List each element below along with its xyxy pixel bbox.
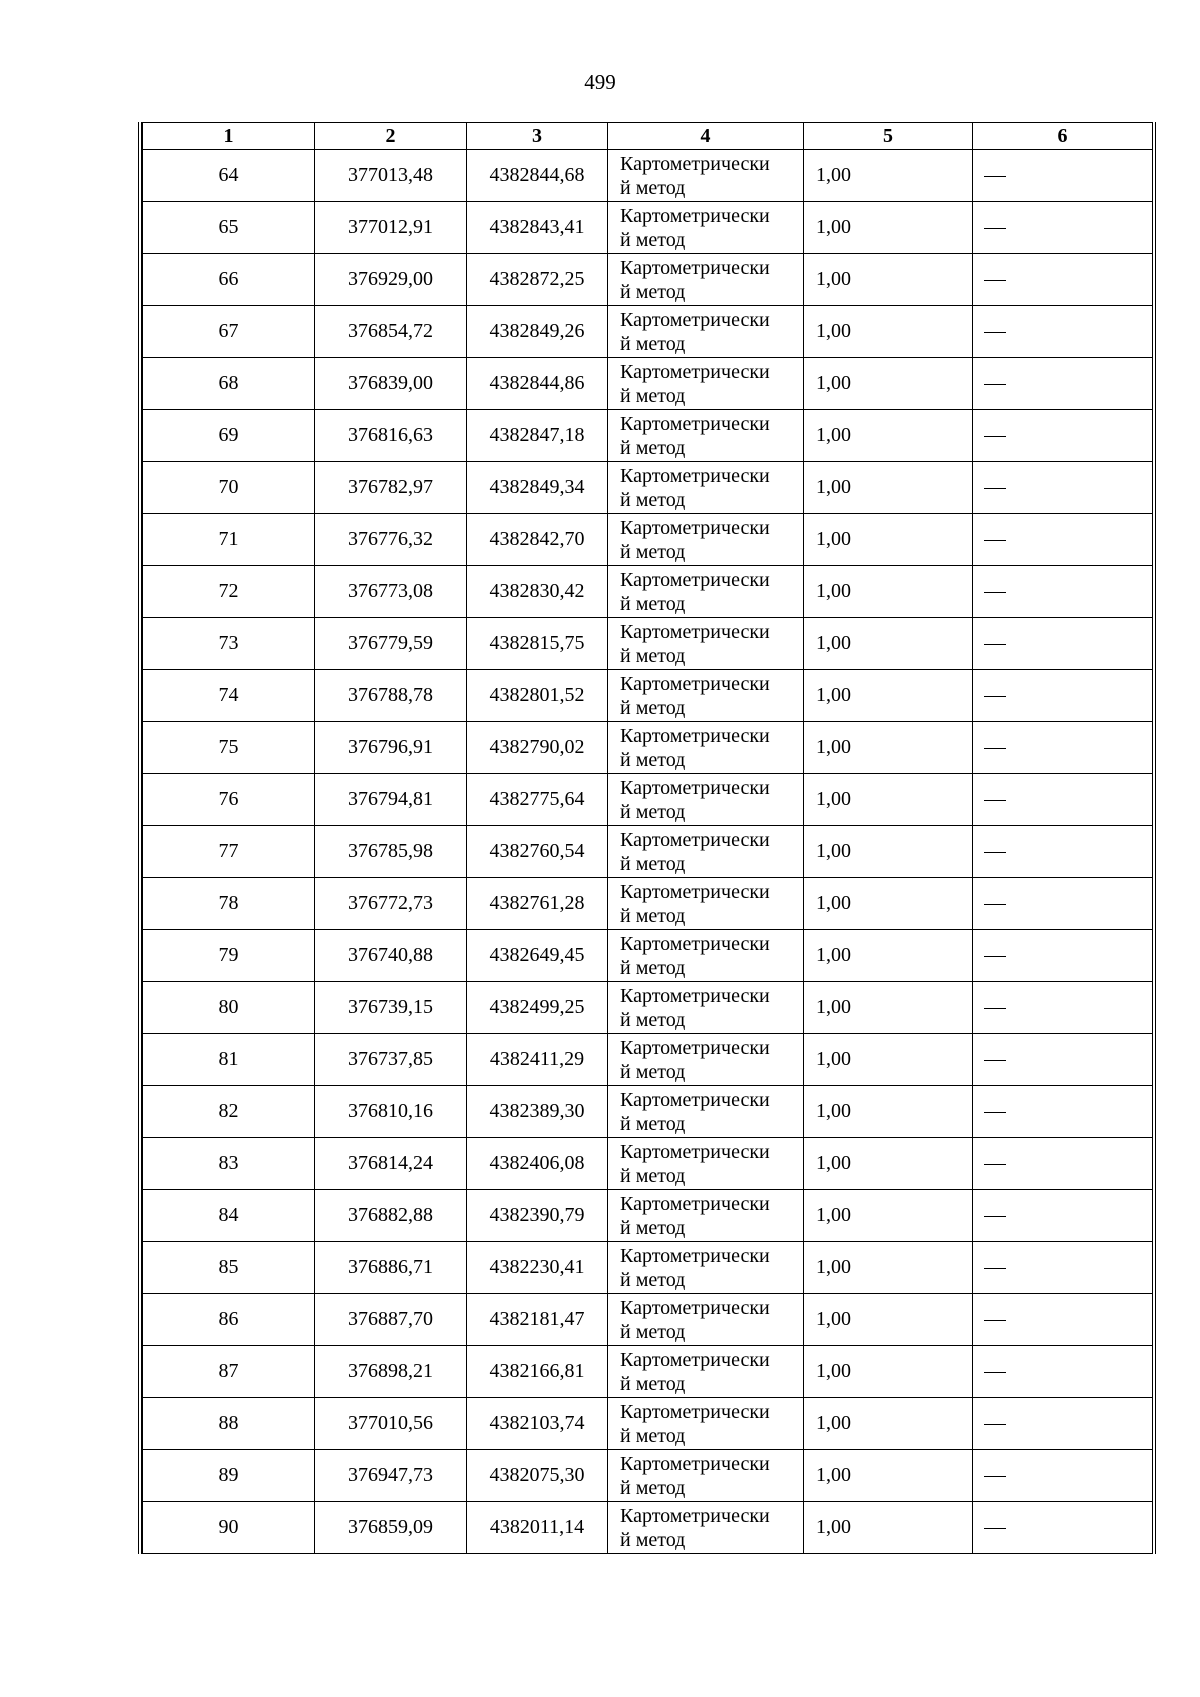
dash-mark bbox=[984, 1424, 1006, 1425]
accuracy-cell: 1,00 bbox=[804, 1294, 973, 1346]
dash-mark bbox=[984, 1216, 1006, 1217]
y-coordinate-cell: 4382761,28 bbox=[467, 878, 608, 930]
method-text-line-1: Картометрически bbox=[620, 1296, 770, 1319]
note-cell bbox=[973, 774, 1153, 826]
y-coordinate-cell: 4382230,41 bbox=[467, 1242, 608, 1294]
point-number-cell: 90 bbox=[143, 1502, 315, 1554]
accuracy-cell: 1,00 bbox=[804, 514, 973, 566]
table-row bbox=[143, 774, 1153, 826]
table-row bbox=[143, 1190, 1153, 1242]
dash-mark bbox=[984, 592, 1006, 593]
method-text-line-2: й метод bbox=[620, 436, 686, 459]
dash-mark bbox=[984, 228, 1006, 229]
table-row bbox=[143, 514, 1153, 566]
accuracy-cell: 1,00 bbox=[804, 566, 973, 618]
accuracy-cell: 1,00 bbox=[804, 826, 973, 878]
dash-mark bbox=[984, 1268, 1006, 1269]
dash-mark bbox=[984, 696, 1006, 697]
y-coordinate-cell: 4382815,75 bbox=[467, 618, 608, 670]
x-coordinate-cell: 376929,00 bbox=[315, 254, 467, 306]
point-number-cell: 83 bbox=[143, 1138, 315, 1190]
method-text-line-2: й метод bbox=[620, 800, 686, 823]
dash-mark bbox=[984, 956, 1006, 957]
table-row bbox=[143, 1346, 1153, 1398]
method-cell bbox=[608, 618, 804, 670]
method-text-line-1: Картометрически bbox=[620, 1452, 770, 1475]
accuracy-cell: 1,00 bbox=[804, 618, 973, 670]
method-text-line-1: Картометрически bbox=[620, 152, 770, 175]
note-cell bbox=[973, 930, 1153, 982]
accuracy-cell: 1,00 bbox=[804, 358, 973, 410]
note-cell bbox=[973, 202, 1153, 254]
table-row bbox=[143, 306, 1153, 358]
note-cell bbox=[973, 722, 1153, 774]
accuracy-cell: 1,00 bbox=[804, 1190, 973, 1242]
table-row bbox=[143, 722, 1153, 774]
note-cell bbox=[973, 1034, 1153, 1086]
y-coordinate-cell: 4382801,52 bbox=[467, 670, 608, 722]
note-cell bbox=[973, 1086, 1153, 1138]
table-row bbox=[143, 878, 1153, 930]
y-coordinate-cell: 4382830,42 bbox=[467, 566, 608, 618]
table-row bbox=[143, 826, 1153, 878]
y-coordinate-cell: 4382075,30 bbox=[467, 1450, 608, 1502]
method-text-line-1: Картометрически bbox=[620, 412, 770, 435]
point-number-cell: 75 bbox=[143, 722, 315, 774]
point-number-cell: 66 bbox=[143, 254, 315, 306]
x-coordinate-cell: 376737,85 bbox=[315, 1034, 467, 1086]
dash-mark bbox=[984, 800, 1006, 801]
column-header-5: 5 bbox=[804, 123, 973, 150]
x-coordinate-cell: 376882,88 bbox=[315, 1190, 467, 1242]
point-number-cell: 71 bbox=[143, 514, 315, 566]
y-coordinate-cell: 4382499,25 bbox=[467, 982, 608, 1034]
point-number-cell: 87 bbox=[143, 1346, 315, 1398]
note-cell bbox=[973, 1242, 1153, 1294]
point-number-cell: 74 bbox=[143, 670, 315, 722]
x-coordinate-cell: 376773,08 bbox=[315, 566, 467, 618]
point-number-cell: 86 bbox=[143, 1294, 315, 1346]
method-text-line-1: Картометрически bbox=[620, 568, 770, 591]
point-number-cell: 80 bbox=[143, 982, 315, 1034]
table-row bbox=[143, 670, 1153, 722]
method-text-line-1: Картометрически bbox=[620, 724, 770, 747]
y-coordinate-cell: 4382842,70 bbox=[467, 514, 608, 566]
method-text-line-2: й метод bbox=[620, 332, 686, 355]
y-coordinate-cell: 4382775,64 bbox=[467, 774, 608, 826]
dash-mark bbox=[984, 436, 1006, 437]
method-text-line-1: Картометрически bbox=[620, 880, 770, 903]
x-coordinate-cell: 376740,88 bbox=[315, 930, 467, 982]
dash-mark bbox=[984, 280, 1006, 281]
y-coordinate-cell: 4382411,29 bbox=[467, 1034, 608, 1086]
accuracy-cell: 1,00 bbox=[804, 930, 973, 982]
y-coordinate-cell: 4382390,79 bbox=[467, 1190, 608, 1242]
table-row bbox=[143, 1502, 1153, 1554]
note-cell bbox=[973, 566, 1153, 618]
method-text-line-2: й метод bbox=[620, 1216, 686, 1239]
method-text-line-2: й метод bbox=[620, 384, 686, 407]
y-coordinate-cell: 4382843,41 bbox=[467, 202, 608, 254]
table-header-row bbox=[143, 123, 1153, 150]
table-row bbox=[143, 1034, 1153, 1086]
y-coordinate-cell: 4382872,25 bbox=[467, 254, 608, 306]
point-number-cell: 64 bbox=[143, 150, 315, 202]
dash-mark bbox=[984, 1008, 1006, 1009]
table-row bbox=[143, 982, 1153, 1034]
y-coordinate-cell: 4382849,26 bbox=[467, 306, 608, 358]
accuracy-cell: 1,00 bbox=[804, 1450, 973, 1502]
dash-mark bbox=[984, 1320, 1006, 1321]
note-cell bbox=[973, 150, 1153, 202]
y-coordinate-cell: 4382166,81 bbox=[467, 1346, 608, 1398]
y-coordinate-cell: 4382389,30 bbox=[467, 1086, 608, 1138]
accuracy-cell: 1,00 bbox=[804, 306, 973, 358]
method-text-line-1: Картометрически bbox=[620, 1036, 770, 1059]
method-cell bbox=[608, 722, 804, 774]
method-text-line-2: й метод bbox=[620, 644, 686, 667]
method-cell bbox=[608, 774, 804, 826]
table-row bbox=[143, 202, 1153, 254]
x-coordinate-cell: 376776,32 bbox=[315, 514, 467, 566]
point-number-cell: 67 bbox=[143, 306, 315, 358]
x-coordinate-cell: 377013,48 bbox=[315, 150, 467, 202]
method-text-line-1: Картометрически bbox=[620, 1348, 770, 1371]
method-cell bbox=[608, 1034, 804, 1086]
dash-mark bbox=[984, 540, 1006, 541]
point-number-cell: 70 bbox=[143, 462, 315, 514]
accuracy-cell: 1,00 bbox=[804, 1346, 973, 1398]
method-cell bbox=[608, 1398, 804, 1450]
method-cell bbox=[608, 1242, 804, 1294]
accuracy-cell: 1,00 bbox=[804, 462, 973, 514]
note-cell bbox=[973, 410, 1153, 462]
dash-mark bbox=[984, 748, 1006, 749]
x-coordinate-cell: 376772,73 bbox=[315, 878, 467, 930]
method-text-line-2: й метод bbox=[620, 1268, 686, 1291]
column-header-4: 4 bbox=[608, 123, 804, 150]
y-coordinate-cell: 4382649,45 bbox=[467, 930, 608, 982]
method-cell bbox=[608, 306, 804, 358]
dash-mark bbox=[984, 176, 1006, 177]
point-number-cell: 79 bbox=[143, 930, 315, 982]
note-cell bbox=[973, 670, 1153, 722]
accuracy-cell: 1,00 bbox=[804, 1034, 973, 1086]
method-text-line-1: Картометрически bbox=[620, 360, 770, 383]
method-text-line-2: й метод bbox=[620, 488, 686, 511]
method-cell bbox=[608, 202, 804, 254]
method-text-line-1: Картометрически bbox=[620, 1088, 770, 1111]
note-cell bbox=[973, 1398, 1153, 1450]
method-text-line-1: Картометрически bbox=[620, 1140, 770, 1163]
table-row bbox=[143, 254, 1153, 306]
x-coordinate-cell: 376859,09 bbox=[315, 1502, 467, 1554]
x-coordinate-cell: 376839,00 bbox=[315, 358, 467, 410]
coordinates-table bbox=[142, 122, 1153, 1554]
point-number-cell: 73 bbox=[143, 618, 315, 670]
point-number-cell: 69 bbox=[143, 410, 315, 462]
method-text-line-1: Картометрически bbox=[620, 1504, 770, 1527]
point-number-cell: 89 bbox=[143, 1450, 315, 1502]
point-number-cell: 68 bbox=[143, 358, 315, 410]
y-coordinate-cell: 4382406,08 bbox=[467, 1138, 608, 1190]
x-coordinate-cell: 376810,16 bbox=[315, 1086, 467, 1138]
note-cell bbox=[973, 1502, 1153, 1554]
dash-mark bbox=[984, 1476, 1006, 1477]
method-text-line-2: й метод bbox=[620, 1372, 686, 1395]
dash-mark bbox=[984, 384, 1006, 385]
y-coordinate-cell: 4382181,47 bbox=[467, 1294, 608, 1346]
x-coordinate-cell: 376785,98 bbox=[315, 826, 467, 878]
table-row bbox=[143, 1450, 1153, 1502]
method-text-line-1: Картометрически bbox=[620, 828, 770, 851]
method-cell bbox=[608, 1086, 804, 1138]
note-cell bbox=[973, 618, 1153, 670]
x-coordinate-cell: 376854,72 bbox=[315, 306, 467, 358]
point-number-cell: 85 bbox=[143, 1242, 315, 1294]
y-coordinate-cell: 4382844,68 bbox=[467, 150, 608, 202]
y-coordinate-cell: 4382847,18 bbox=[467, 410, 608, 462]
note-cell bbox=[973, 306, 1153, 358]
point-number-cell: 84 bbox=[143, 1190, 315, 1242]
table-row bbox=[143, 410, 1153, 462]
point-number-cell: 77 bbox=[143, 826, 315, 878]
method-text-line-2: й метод bbox=[620, 1320, 686, 1343]
x-coordinate-cell: 377010,56 bbox=[315, 1398, 467, 1450]
table-row bbox=[143, 462, 1153, 514]
method-cell bbox=[608, 566, 804, 618]
accuracy-cell: 1,00 bbox=[804, 1398, 973, 1450]
accuracy-cell: 1,00 bbox=[804, 670, 973, 722]
accuracy-cell: 1,00 bbox=[804, 202, 973, 254]
point-number-cell: 76 bbox=[143, 774, 315, 826]
method-cell bbox=[608, 462, 804, 514]
accuracy-cell: 1,00 bbox=[804, 722, 973, 774]
method-text-line-2: й метод bbox=[620, 280, 686, 303]
column-header-6: 6 bbox=[973, 123, 1153, 150]
method-text-line-1: Картометрически bbox=[620, 776, 770, 799]
accuracy-cell: 1,00 bbox=[804, 1502, 973, 1554]
note-cell bbox=[973, 462, 1153, 514]
method-text-line-2: й метод bbox=[620, 592, 686, 615]
method-cell bbox=[608, 930, 804, 982]
note-cell bbox=[973, 1138, 1153, 1190]
method-text-line-1: Картометрически bbox=[620, 672, 770, 695]
dash-mark bbox=[984, 644, 1006, 645]
table-row bbox=[143, 1398, 1153, 1450]
x-coordinate-cell: 376779,59 bbox=[315, 618, 467, 670]
column-header-2: 2 bbox=[315, 123, 467, 150]
method-cell bbox=[608, 514, 804, 566]
y-coordinate-cell: 4382844,86 bbox=[467, 358, 608, 410]
method-cell bbox=[608, 1138, 804, 1190]
column-header-3: 3 bbox=[467, 123, 608, 150]
method-cell bbox=[608, 254, 804, 306]
dash-mark bbox=[984, 1372, 1006, 1373]
method-text-line-1: Картометрически bbox=[620, 464, 770, 487]
method-cell bbox=[608, 982, 804, 1034]
x-coordinate-cell: 377012,91 bbox=[315, 202, 467, 254]
x-coordinate-cell: 376816,63 bbox=[315, 410, 467, 462]
y-coordinate-cell: 4382760,54 bbox=[467, 826, 608, 878]
accuracy-cell: 1,00 bbox=[804, 1242, 973, 1294]
method-text-line-2: й метод bbox=[620, 1528, 686, 1551]
method-cell bbox=[608, 358, 804, 410]
accuracy-cell: 1,00 bbox=[804, 878, 973, 930]
x-coordinate-cell: 376796,91 bbox=[315, 722, 467, 774]
method-cell bbox=[608, 1346, 804, 1398]
note-cell bbox=[973, 1294, 1153, 1346]
x-coordinate-cell: 376794,81 bbox=[315, 774, 467, 826]
table-body bbox=[143, 150, 1153, 1554]
method-cell bbox=[608, 1190, 804, 1242]
method-cell bbox=[608, 1502, 804, 1554]
note-cell bbox=[973, 514, 1153, 566]
table-row bbox=[143, 1242, 1153, 1294]
method-text-line-2: й метод bbox=[620, 540, 686, 563]
method-text-line-1: Картометрически bbox=[620, 984, 770, 1007]
method-text-line-2: й метод bbox=[620, 956, 686, 979]
y-coordinate-cell: 4382103,74 bbox=[467, 1398, 608, 1450]
accuracy-cell: 1,00 bbox=[804, 1138, 973, 1190]
point-number-cell: 81 bbox=[143, 1034, 315, 1086]
method-text-line-2: й метод bbox=[620, 1164, 686, 1187]
dash-mark bbox=[984, 1528, 1006, 1529]
method-text-line-2: й метод bbox=[620, 1424, 686, 1447]
method-text-line-2: й метод bbox=[620, 1112, 686, 1135]
accuracy-cell: 1,00 bbox=[804, 150, 973, 202]
method-text-line-2: й метод bbox=[620, 696, 686, 719]
x-coordinate-cell: 376947,73 bbox=[315, 1450, 467, 1502]
method-text-line-1: Картометрически bbox=[620, 620, 770, 643]
table-row bbox=[143, 1138, 1153, 1190]
dash-mark bbox=[984, 852, 1006, 853]
method-cell bbox=[608, 410, 804, 462]
table-row bbox=[143, 1086, 1153, 1138]
table-row bbox=[143, 566, 1153, 618]
method-text-line-1: Картометрически bbox=[620, 516, 770, 539]
dash-mark bbox=[984, 904, 1006, 905]
method-text-line-1: Картометрически bbox=[620, 308, 770, 331]
coordinates-table-container bbox=[138, 122, 1156, 1554]
method-text-line-2: й метод bbox=[620, 904, 686, 927]
note-cell bbox=[973, 254, 1153, 306]
note-cell bbox=[973, 1190, 1153, 1242]
point-number-cell: 65 bbox=[143, 202, 315, 254]
x-coordinate-cell: 376814,24 bbox=[315, 1138, 467, 1190]
y-coordinate-cell: 4382011,14 bbox=[467, 1502, 608, 1554]
x-coordinate-cell: 376887,70 bbox=[315, 1294, 467, 1346]
accuracy-cell: 1,00 bbox=[804, 1086, 973, 1138]
note-cell bbox=[973, 1450, 1153, 1502]
dash-mark bbox=[984, 488, 1006, 489]
method-cell bbox=[608, 670, 804, 722]
method-text-line-2: й метод bbox=[620, 1060, 686, 1083]
accuracy-cell: 1,00 bbox=[804, 254, 973, 306]
method-cell bbox=[608, 878, 804, 930]
accuracy-cell: 1,00 bbox=[804, 774, 973, 826]
method-text-line-2: й метод bbox=[620, 228, 686, 251]
x-coordinate-cell: 376886,71 bbox=[315, 1242, 467, 1294]
page-number: 499 bbox=[584, 70, 616, 94]
method-cell bbox=[608, 150, 804, 202]
method-cell bbox=[608, 1294, 804, 1346]
point-number-cell: 88 bbox=[143, 1398, 315, 1450]
method-text-line-1: Картометрически bbox=[620, 1244, 770, 1267]
accuracy-cell: 1,00 bbox=[804, 982, 973, 1034]
method-text-line-1: Картометрически bbox=[620, 1192, 770, 1215]
dash-mark bbox=[984, 1164, 1006, 1165]
note-cell bbox=[973, 1346, 1153, 1398]
method-cell bbox=[608, 826, 804, 878]
table-row bbox=[143, 930, 1153, 982]
dash-mark bbox=[984, 332, 1006, 333]
table-row bbox=[143, 618, 1153, 670]
method-cell bbox=[608, 1450, 804, 1502]
y-coordinate-cell: 4382849,34 bbox=[467, 462, 608, 514]
note-cell bbox=[973, 982, 1153, 1034]
x-coordinate-cell: 376782,97 bbox=[315, 462, 467, 514]
note-cell bbox=[973, 358, 1153, 410]
point-number-cell: 78 bbox=[143, 878, 315, 930]
table-row bbox=[143, 1294, 1153, 1346]
note-cell bbox=[973, 826, 1153, 878]
method-text-line-1: Картометрически bbox=[620, 204, 770, 227]
point-number-cell: 82 bbox=[143, 1086, 315, 1138]
accuracy-cell: 1,00 bbox=[804, 410, 973, 462]
method-text-line-1: Картометрически bbox=[620, 1400, 770, 1423]
method-text-line-1: Картометрически bbox=[620, 932, 770, 955]
dash-mark bbox=[984, 1060, 1006, 1061]
x-coordinate-cell: 376739,15 bbox=[315, 982, 467, 1034]
x-coordinate-cell: 376788,78 bbox=[315, 670, 467, 722]
method-text-line-2: й метод bbox=[620, 1476, 686, 1499]
y-coordinate-cell: 4382790,02 bbox=[467, 722, 608, 774]
dash-mark bbox=[984, 1112, 1006, 1113]
method-text-line-2: й метод bbox=[620, 1008, 686, 1031]
method-text-line-2: й метод bbox=[620, 748, 686, 771]
table-row bbox=[143, 358, 1153, 410]
x-coordinate-cell: 376898,21 bbox=[315, 1346, 467, 1398]
method-text-line-2: й метод bbox=[620, 852, 686, 875]
table-row bbox=[143, 150, 1153, 202]
method-text-line-2: й метод bbox=[620, 176, 686, 199]
column-header-1: 1 bbox=[143, 123, 315, 150]
method-text-line-1: Картометрически bbox=[620, 256, 770, 279]
point-number-cell: 72 bbox=[143, 566, 315, 618]
note-cell bbox=[973, 878, 1153, 930]
